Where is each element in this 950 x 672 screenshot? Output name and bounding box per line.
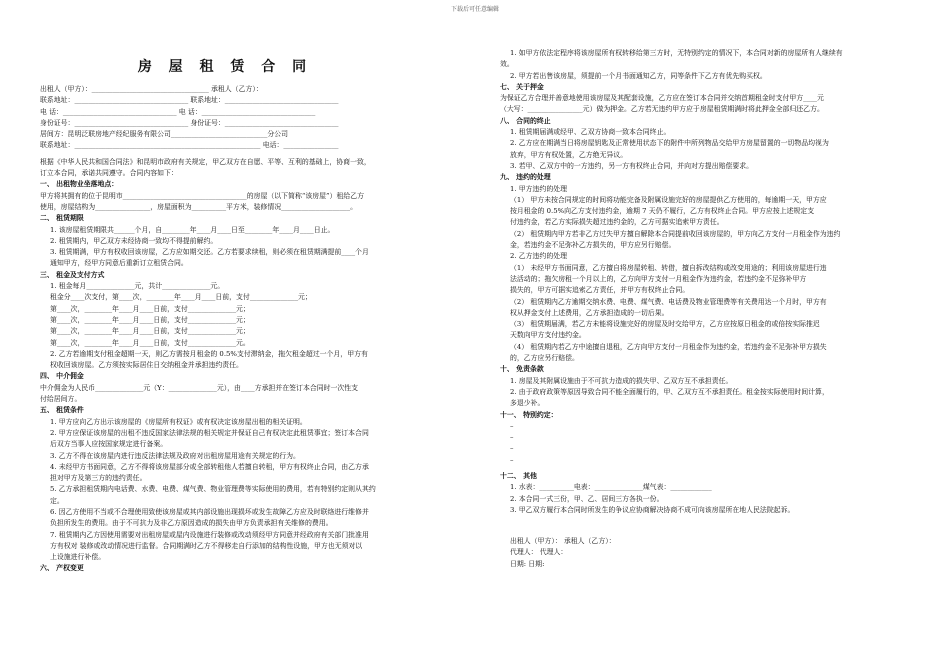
- left-line: 6. 因乙方使用不当或不合理使用致使该房屋或其内部设施出现损坏或发生故障乙方应及时联络进行维修并: [50, 507, 369, 516]
- right-line: 1. 甲方违约的处理: [510, 184, 567, 193]
- right-line: –: [510, 455, 514, 464]
- document-title: 房 屋 租 赁 合 同: [137, 59, 313, 75]
- left-line: 四、 中介佣金: [40, 372, 84, 381]
- right-line: 权从押金支付上述费用，乙方承担造成的一切后果。: [510, 308, 669, 317]
- left-line: 4. 未经甲方书面同意，乙方不得将该房屋部分或全部转租他人若擅自转租，甲方有权终止合同，由乙方承: [50, 462, 369, 471]
- left-line: 根据《中华人民共和国合同法》和昆明市政府有关规定，甲乙双方在自愿、平等、互利的基础上，协商一致，: [40, 157, 371, 166]
- right-line: （大写：________________元）做为押金。乙方若无违约甲方应于房屋租赁期满时将此押金全部归还乙方。: [500, 105, 824, 114]
- left-line: 上设施进行补偿。: [50, 553, 106, 562]
- right-line: 效。: [500, 60, 514, 69]
- left-line: 1. 甲方应向乙方出示该房屋的《房屋所有权证》或有权决定该房屋出租的相关证明。: [50, 417, 307, 426]
- left-line: 5. 乙方承担租赁期内电话费、水费、电费、煤气费、物业管理费等实际使用的费用，若有特别约定则从其约: [50, 485, 376, 494]
- right-line: 放弃，甲方有权处置，乙方绝无异议。: [510, 150, 628, 159]
- left-line: 7. 租赁期内乙方因使用需要对出租房屋或屋内设施进行装修或改动须经甲方同意并经政府有关部门批准用: [50, 530, 369, 539]
- right-line: 按月租金的 0.5%向乙方支付违约金，逾期 7 天仍不履行，乙方有权终止合同。甲方应按上述规定支: [510, 207, 815, 216]
- left-line: 第____次，________年____月____日前，支付______________元。: [50, 338, 250, 347]
- right-line: 3. 若甲、乙双方中的一方违约，另一方有权终止合同，并向对方提出赔偿要求。: [510, 161, 754, 170]
- left-line: 1. 该房屋租赁期限共______个月，自________年____月____日至________年____月____日止。: [50, 225, 335, 234]
- right-line: 损失的，甲方可据实追索乙方责任，并甲方有权终止合同。: [510, 286, 690, 295]
- right-line: 天数向甲方支付违约金。: [510, 331, 586, 340]
- right-line: 九、 违约的处理: [500, 173, 551, 182]
- left-line: 电 话：_________________________________ 电 话：_________________________________: [40, 107, 316, 116]
- left-line: 2. 乙方若逾期支付租金超期一天，则乙方需按月租金的 0.5%支付滞纳金，拖欠租金超过一个月，甲方有: [50, 349, 368, 358]
- right-line: 为保证乙方合理并善意地使用该房屋及其配套设施，乙方应在签订本合同并交纳首期租金时支付甲方____元: [500, 94, 824, 103]
- right-line: 日期: 日期:: [510, 559, 545, 568]
- left-line: 六、 产权变更: [40, 564, 84, 573]
- right-line: （4） 租赁期内若乙方中途擅自退租，乙方向甲方支付一月租金作为违约金，若违约金不足弥补甲方损失: [510, 342, 827, 351]
- left-line: 负担所发生的费用。由于不可抗力及非乙方原因造成的损失由甲方负责承担有关维修的费用。: [50, 519, 333, 528]
- right-line: 十一、 特别约定：: [500, 410, 558, 419]
- top-note: 下载后可任意编辑: [450, 6, 499, 13]
- right-line: 十、 免责条款: [500, 365, 544, 374]
- right-line: 1. 水表：__________电表：______________煤气表：____________: [510, 483, 712, 492]
- right-line: 的，乙方应另行赔偿。: [510, 354, 579, 363]
- right-line: （2） 租赁期内乙方逾期交纳水费、电费、煤气费、电话费及物业管理费等有关费用达一个月时，甲方有: [510, 297, 827, 306]
- right-line: 八、 合同的终止: [500, 116, 551, 125]
- left-line: 权收回该房屋。乙方须按实际居住日交纳租金并承担违约责任。: [50, 361, 243, 370]
- left-line: 2. 租赁期内，甲乙双方未经协商一致均不得提前解约。: [50, 236, 218, 245]
- left-line: 二、 租赁期限: [40, 214, 84, 223]
- left-line: 3. 乙方不得在该房屋内进行违反法律法规及政府对出租房屋用途有关规定的行为。: [50, 451, 300, 460]
- right-line: 2. 由于政府政策等原因导致合同不能全面履行的，甲、乙双方互不承担责任。租金按实际使用时间计算，: [510, 387, 829, 396]
- right-line: 2. 乙方应在期满当日将房屋钥匙及正常使用状态下的附件中所列物品交给甲方房屋留置的一切物品均视为: [510, 139, 829, 148]
- left-line: 第____次，________年____月____日前，支付______________元；: [50, 304, 250, 313]
- left-line: 身份证号：_________________________________ 身份证号：_________________________________: [40, 118, 339, 127]
- right-line: 十二、 其他: [500, 471, 537, 480]
- right-line: 1. 如甲方依法定程序将该房屋所有权转移给第三方时，无特别约定的情况下，本合同对新的房屋所有人继续有: [510, 49, 843, 57]
- right-line: （1） 未经甲方书面同意，乙方擅自将房屋转租、转借，擅自拆改结构或改变用途的；利用该房屋进行违: [510, 263, 827, 272]
- left-line: 担对甲方及第三方的违约责任。: [50, 474, 147, 483]
- right-line: 金，若违约金不足弥补乙方损失的，甲方应另行赔偿。: [510, 241, 676, 250]
- left-line: 第____次，________年____月____日前，支付______________元；: [50, 327, 250, 336]
- right-line: 1. 房屋及其附属设施由于不可抗力造成的损失甲、乙双方互不承担责任。: [510, 376, 733, 385]
- left-line: 出租人（甲方）：__________________________________ 承租人（乙方）：: [40, 85, 263, 93]
- right-line: （3） 租赁期届满，若乙方未能将设施完好的房屋及时交给甲方，乙方应按原日租金的或倍按实际推迟: [510, 320, 820, 329]
- right-line: –: [510, 421, 514, 430]
- left-line: 定。: [50, 496, 64, 505]
- right-line: [500, 516, 920, 536]
- left-line: 三、 租金及支付方式: [40, 270, 105, 279]
- right-line: 3. 甲乙双方履行本合同时所发生的争议应协商解决协商不成可向该房屋所在地人民法院起诉。: [510, 505, 795, 514]
- right-line: 多退少补。: [510, 399, 545, 408]
- right-line: 1. 租赁期届满或经甲、乙双方协商一致本合同终止。: [510, 128, 671, 137]
- right-line: –: [510, 444, 514, 453]
- right-line: 出租人（甲方）： 承租人（乙方）：: [510, 537, 616, 546]
- left-line: 1. 租金每月______________元，共计______________元。: [50, 282, 225, 291]
- right-line: –: [510, 433, 514, 442]
- right-column: [500, 48, 920, 570]
- right-line: 2. 本合同一式三份，甲、乙、居间三方各执一份。: [510, 494, 664, 503]
- left-line: 甲方将其拥有的位于昆明市____________________________________的房屋（以下简称“该房屋”）租给乙方: [40, 191, 365, 200]
- left-line: 订立本合同，承诺共同遵守。合同内容如下：: [40, 169, 178, 178]
- right-line: （1） 甲方未按合同规定的时间将功能完备及附属设施完好的房屋提供乙方使用的，每逾期一天，甲方应: [510, 195, 827, 204]
- left-line: 联系地址：______________________________________________________ 电话：________________: [40, 141, 339, 150]
- left-line: 方有权对 装修或改动情况进行监督。合同期满时乙方不得移走自行添加的结构性设施，甲方也无须对以: [50, 541, 363, 550]
- left-line: 一、 出租物业坐落地点：: [40, 180, 119, 189]
- right-line: 付违约金，若乙方实际损失超过违约金的，乙方可据实追索甲方责任。: [510, 218, 724, 227]
- left-line: 第____次，________年____月____日前，支付______________元；: [50, 315, 250, 324]
- left-line: 五、 租赁条件: [40, 406, 84, 415]
- left-line: 3. 租赁期满，甲方有权收回该房屋，乙方应如期交还。乙方若要求续租，则必须在租赁期满提前____个月: [50, 248, 369, 257]
- right-line: 2. 甲方若出售该房屋，须提前一个月书面通知乙方，同等条件下乙方有优先购买权。: [510, 71, 767, 80]
- left-line: 使用，房屋结构为________________，房屋面积为__________平方米，装修情况____________________。: [40, 202, 357, 211]
- left-line: 通知甲方，经甲方同意后重新订立租赁合同。: [50, 259, 188, 268]
- left-line: 付给居间方。: [40, 395, 82, 404]
- left-line: 租金分____次支付，第____次，________年____月____日前，支付______________元；: [50, 293, 312, 302]
- left-column: [40, 84, 450, 575]
- left-line: 中介佣金为人民币______________元（Y：______________元），由____方承担并在签订本合同时一次性支: [40, 383, 359, 392]
- left-line: 居间方：昆明泛联房地产经纪服务有限公司____________________________分公司: [40, 130, 289, 139]
- left-line: 后双方当事人应按国家规定进行备案。: [50, 440, 168, 449]
- right-line: 代理人： 代理人：: [510, 548, 568, 557]
- right-line: （2） 租赁期内甲方若非乙方过失甲方擅自解除本合同提前收回该房屋的，甲方向乙方支付一月租金作为违约: [510, 229, 841, 238]
- right-line: 2. 乙方违约的处理: [510, 252, 567, 261]
- right-line: 七、 关于押金: [500, 82, 544, 91]
- left-line: 联系地址：_________________________________ 联系地址：_________________________________: [40, 96, 339, 105]
- right-line: 法活动的；拖欠房租一个月以上的，乙方向甲方支付一月租金作为违约金，若违约金不足弥补甲方: [510, 274, 807, 283]
- left-line: 2. 甲方应保证该房屋的出租不违反国家法律法规的相关规定并保证自己有权决定此租赁事宜；签订本合同: [50, 428, 369, 437]
